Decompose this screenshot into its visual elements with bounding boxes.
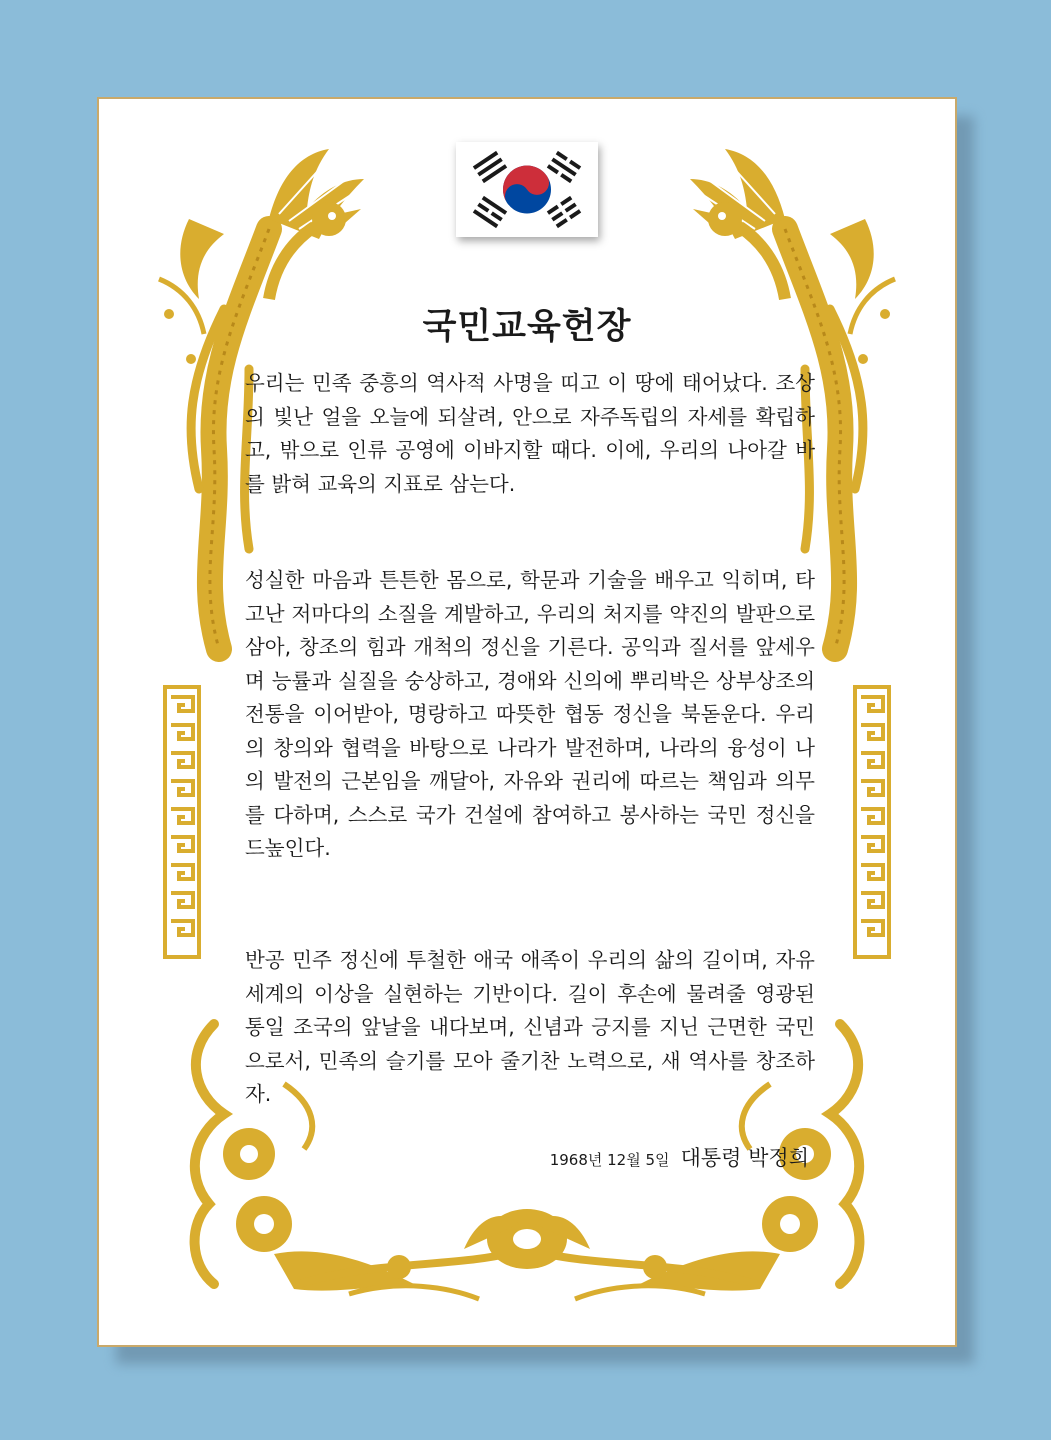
paragraph-3: 반공 민주 정신에 투철한 애국 애족이 우리의 삶의 길이며, 자유 세계의 이상을 실현하는 기반이다. 길이 후손에 물려줄 영광된 통일 조국의 앞날을 내다보며, 신념과 긍지를 지닌 근면한 국민으로서, 민족의 슬기를 모아 줄기찬 노력으로, 새 역사를 창조하자. [245, 948, 815, 1106]
taegukgi-flag-icon [456, 142, 598, 237]
key-border-left [165, 687, 199, 957]
key-border-right [855, 687, 889, 957]
paragraph-2: 성실한 마음과 튼튼한 몸으로, 학문과 기술을 배우고 익히며, 타고난 저마다의 소질을 계발하고, 우리의 처지를 약진의 발판으로 삼아, 창조의 힘과 개척의 정신을 기른다. 공익과 질서를 앞세우며 능률과 실질을 숭상하고, 경애와 신의에 뿌리박은 상부상조의 전통을 이어받아, 명랑하고 따뜻한 협동 정신을 북돋운다. 우리의 창의와 협력을 바탕으로 나라가 발전하며, 나라의 융성이 나의 발전의 근본임을 깨달아, 자유와 권리에 따르는 책임과 의무를 다하며, 스스로 국가 건설에 참여하고 봉사하는 국민 정신을 드높인다. [245, 568, 815, 860]
signature-date: 1968년 12월 5일 [549, 1151, 670, 1169]
certificate-sheet [97, 97, 957, 1347]
signature [550, 1142, 809, 1172]
paragraph-1: 우리는 민족 중흥의 역사적 사명을 띠고 이 땅에 태어났다. 조상의 빛난 얼을 오늘에 되살려, 안으로 자주독립의 자세를 확립하고, 밖으로 인류 공영에 이바지할 때다. 이에, 우리의 나아갈 바를 밝혀 교육의 지표로 삼는다. [245, 371, 815, 496]
page-title: 국민교육헌장 [422, 307, 632, 347]
signature-name: 대통령 박정희 [680, 1146, 809, 1170]
